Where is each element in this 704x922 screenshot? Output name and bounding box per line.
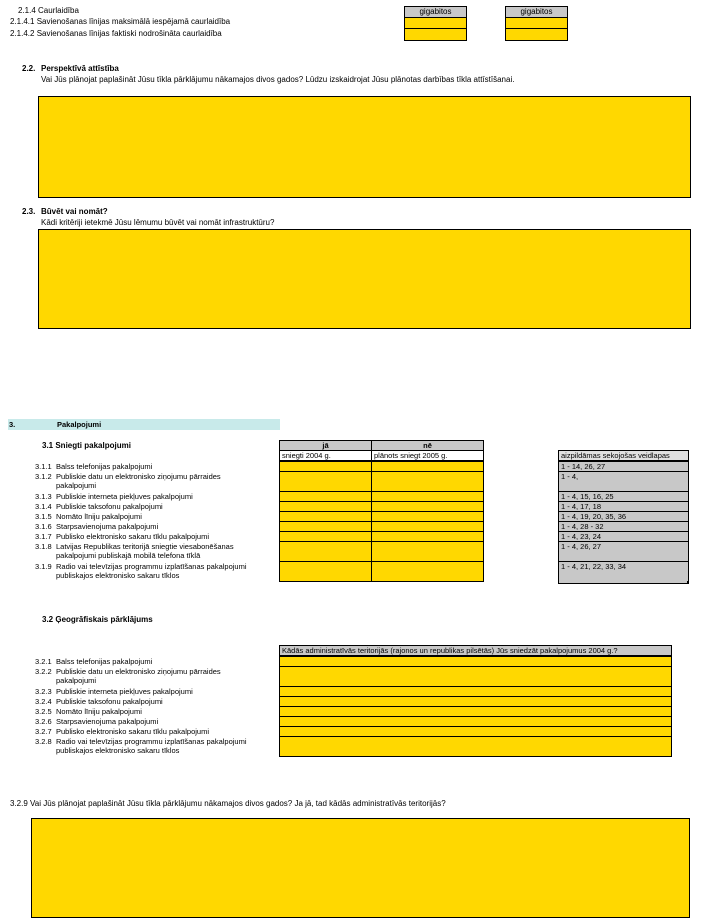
service-required-sheets: 1 - 4, 28 - 32 [558,521,689,532]
service-row-label-cont: pakalpojumi [56,481,97,490]
unit-header-actual: gigabitos [505,6,568,18]
coverage-row-number: 3.2.8 [35,737,52,746]
service-required-sheets: 1 - 4, 15, 16, 25 [558,491,689,502]
coverage-row-label: Publiskie datu un elektronisko ziņojumu pārraides [56,667,221,676]
actual-throughput-input-2[interactable] [505,28,568,41]
section-3-2-title: 3.2 Ģeogrāfiskais pārklājums [42,615,153,624]
service-row-number: 3.1.9 [35,562,52,571]
service-row-label: Latvijas Republikas teritorijā sniegtie viesabonēšanas [56,542,234,551]
coverage-row-label: Publiskie taksofonu pakalpojumi [56,697,163,706]
section-3-bar [8,419,280,430]
service-required-sheets: 1 - 4, 23, 24 [558,531,689,542]
service-row-label-cont: publiskajos elektronisko sakaru tīklos [56,571,180,580]
service-row-number: 3.1.2 [35,472,52,481]
section-2-3-question: Kādi kritēriji ietekmē Jūsu lēmumu būvēt vai nomāt infrastruktūru? [41,218,275,227]
service-row-number: 3.1.6 [35,522,52,531]
coverage-row-label: Radio vai televīzijas programmu izplatīšanas pakalpojumi [56,737,247,746]
row-2-1-4-1-label: 2.1.4.1 Savienošanas līnijas maksimālā iespējamā caurlaidība [10,17,231,26]
service-row-number: 3.1.1 [35,462,52,471]
service-row-label: Publisko elektronisko sakaru tīklu pakalpojumi [56,532,209,541]
col-no-subheader: plānots sniegt 2005 g. [371,450,484,461]
section-2-1-4-title: 2.1.4 Caurlaidība [18,6,79,15]
service-row-label: Publiskie taksofonu pakalpojumi [56,502,163,511]
service-provided-2004-input[interactable] [279,561,372,582]
row-2-1-4-2-label: 2.1.4.2 Savienošanas līnijas faktiski nodrošināta caurlaidība [10,29,222,38]
section-2-2-number: 2.2. [22,64,36,73]
coverage-row-label-cont: pakalpojumi [56,676,97,685]
service-required-sheets: 1 - 4, 26, 27 [558,541,689,562]
coverage-row-label: Publisko elektronisko sakaru tīklu pakalpojumi [56,727,209,736]
service-required-sheets: 1 - 14, 26, 27 [558,461,689,472]
service-required-sheets: 1 - 4, 21, 22, 33, 34 [558,561,689,582]
service-required-sheets: 1 - 4, 17, 18 [558,501,689,512]
service-row-label: Publiskie datu un elektronisko ziņojumu pārraides [56,472,221,481]
service-row-number: 3.1.4 [35,502,52,511]
service-row-label: Radio vai televīzijas programmu izplatīšanas pakalpojumi [56,562,247,571]
service-planned-2005-input[interactable] [371,541,484,562]
service-planned-2005-input[interactable] [371,561,484,582]
service-row-number: 3.1.5 [35,512,52,521]
col-no-header: nē [371,440,484,451]
coverage-row-number: 3.2.4 [35,697,52,706]
coverage-row-label: Balss telefonijas pakalpojumi [56,657,153,666]
development-plans-textarea[interactable] [38,96,691,198]
unit-header-max: gigabitos [404,6,467,18]
service-row-number: 3.1.3 [35,492,52,501]
service-planned-2005-input[interactable] [371,471,484,492]
service-row-label-cont: pakalpojumi publiskajā mobilā telefona tīklā [56,551,201,560]
service-row-number: 3.1.7 [35,532,52,541]
service-required-sheets: 1 - 4, [558,471,689,492]
section-2-3-title: Būvēt vai nomāt? [41,207,108,216]
section-3-title: Pakalpojumi [57,420,102,429]
col-yes-header: jā [279,440,372,451]
service-required-sheets: 1 - 4, 19, 20, 35, 36 [558,511,689,522]
section-3-2-9-question: 3.2.9 Vai Jūs plānojat paplašināt Jūsu tīkla pārklājumu nākamajos divos gados? Ja jā, tad kādās administratīvās teritorijās? [10,799,446,808]
coverage-row-number: 3.2.5 [35,707,52,716]
section-3-number: 3. [9,420,16,429]
coverage-row-number: 3.2.2 [35,667,52,676]
section-3-1-title: 3.1 Sniegti pakalpojumi [42,441,131,450]
service-row-label: Nomāto līniju pakalpojumi [56,512,142,521]
service-row-label: Balss telefonijas pakalpojumi [56,462,153,471]
coverage-row-number: 3.2.1 [35,657,52,666]
service-provided-2004-input[interactable] [279,471,372,492]
coverage-expansion-textarea[interactable] [31,818,690,918]
coverage-row-number: 3.2.3 [35,687,52,696]
service-provided-2004-input[interactable] [279,541,372,562]
service-row-label: Starpsavienojuma pakalpojumi [56,522,159,531]
service-row-number: 3.1.8 [35,542,52,551]
actual-throughput-input[interactable] [404,28,467,41]
section-2-2-title: Perspektīvā attīstība [41,64,119,73]
sheets-footer [558,581,689,584]
coverage-row-label-cont: publiskajos elektronisko sakaru tīklos [56,746,180,755]
coverage-table-header: Kādās administratīvās teritorijās (rajonos un republikas pilsētās) Jūs sniedzāt pakalpojumus 2004 g.? [279,645,672,656]
coverage-row-number: 3.2.7 [35,727,52,736]
section-2-2-question: Vai Jūs plānojat paplašināt Jūsu tīkla pārklājumu nākamajos divos gados? Lūdzu izskaidrojat Jūsu plānotas darbības tīkla attīstīšanai. [41,75,515,84]
coverage-territories-input[interactable] [279,736,672,757]
coverage-row-label: Nomāto līniju pakalpojumi [56,707,142,716]
coverage-row-number: 3.2.6 [35,717,52,726]
coverage-territories-input[interactable] [279,666,672,687]
sheets-header: aizpildāmas sekojošas veidlapas [558,450,689,461]
build-or-lease-textarea[interactable] [38,229,691,329]
col-yes-subheader: sniegti 2004 g. [279,450,372,461]
coverage-row-label: Publiskie interneta piekļuves pakalpojumi [56,687,193,696]
section-2-3-number: 2.3. [22,207,36,216]
service-row-label: Publiskie interneta piekļuves pakalpojumi [56,492,193,501]
coverage-row-label: Starpsavienojuma pakalpojumi [56,717,159,726]
